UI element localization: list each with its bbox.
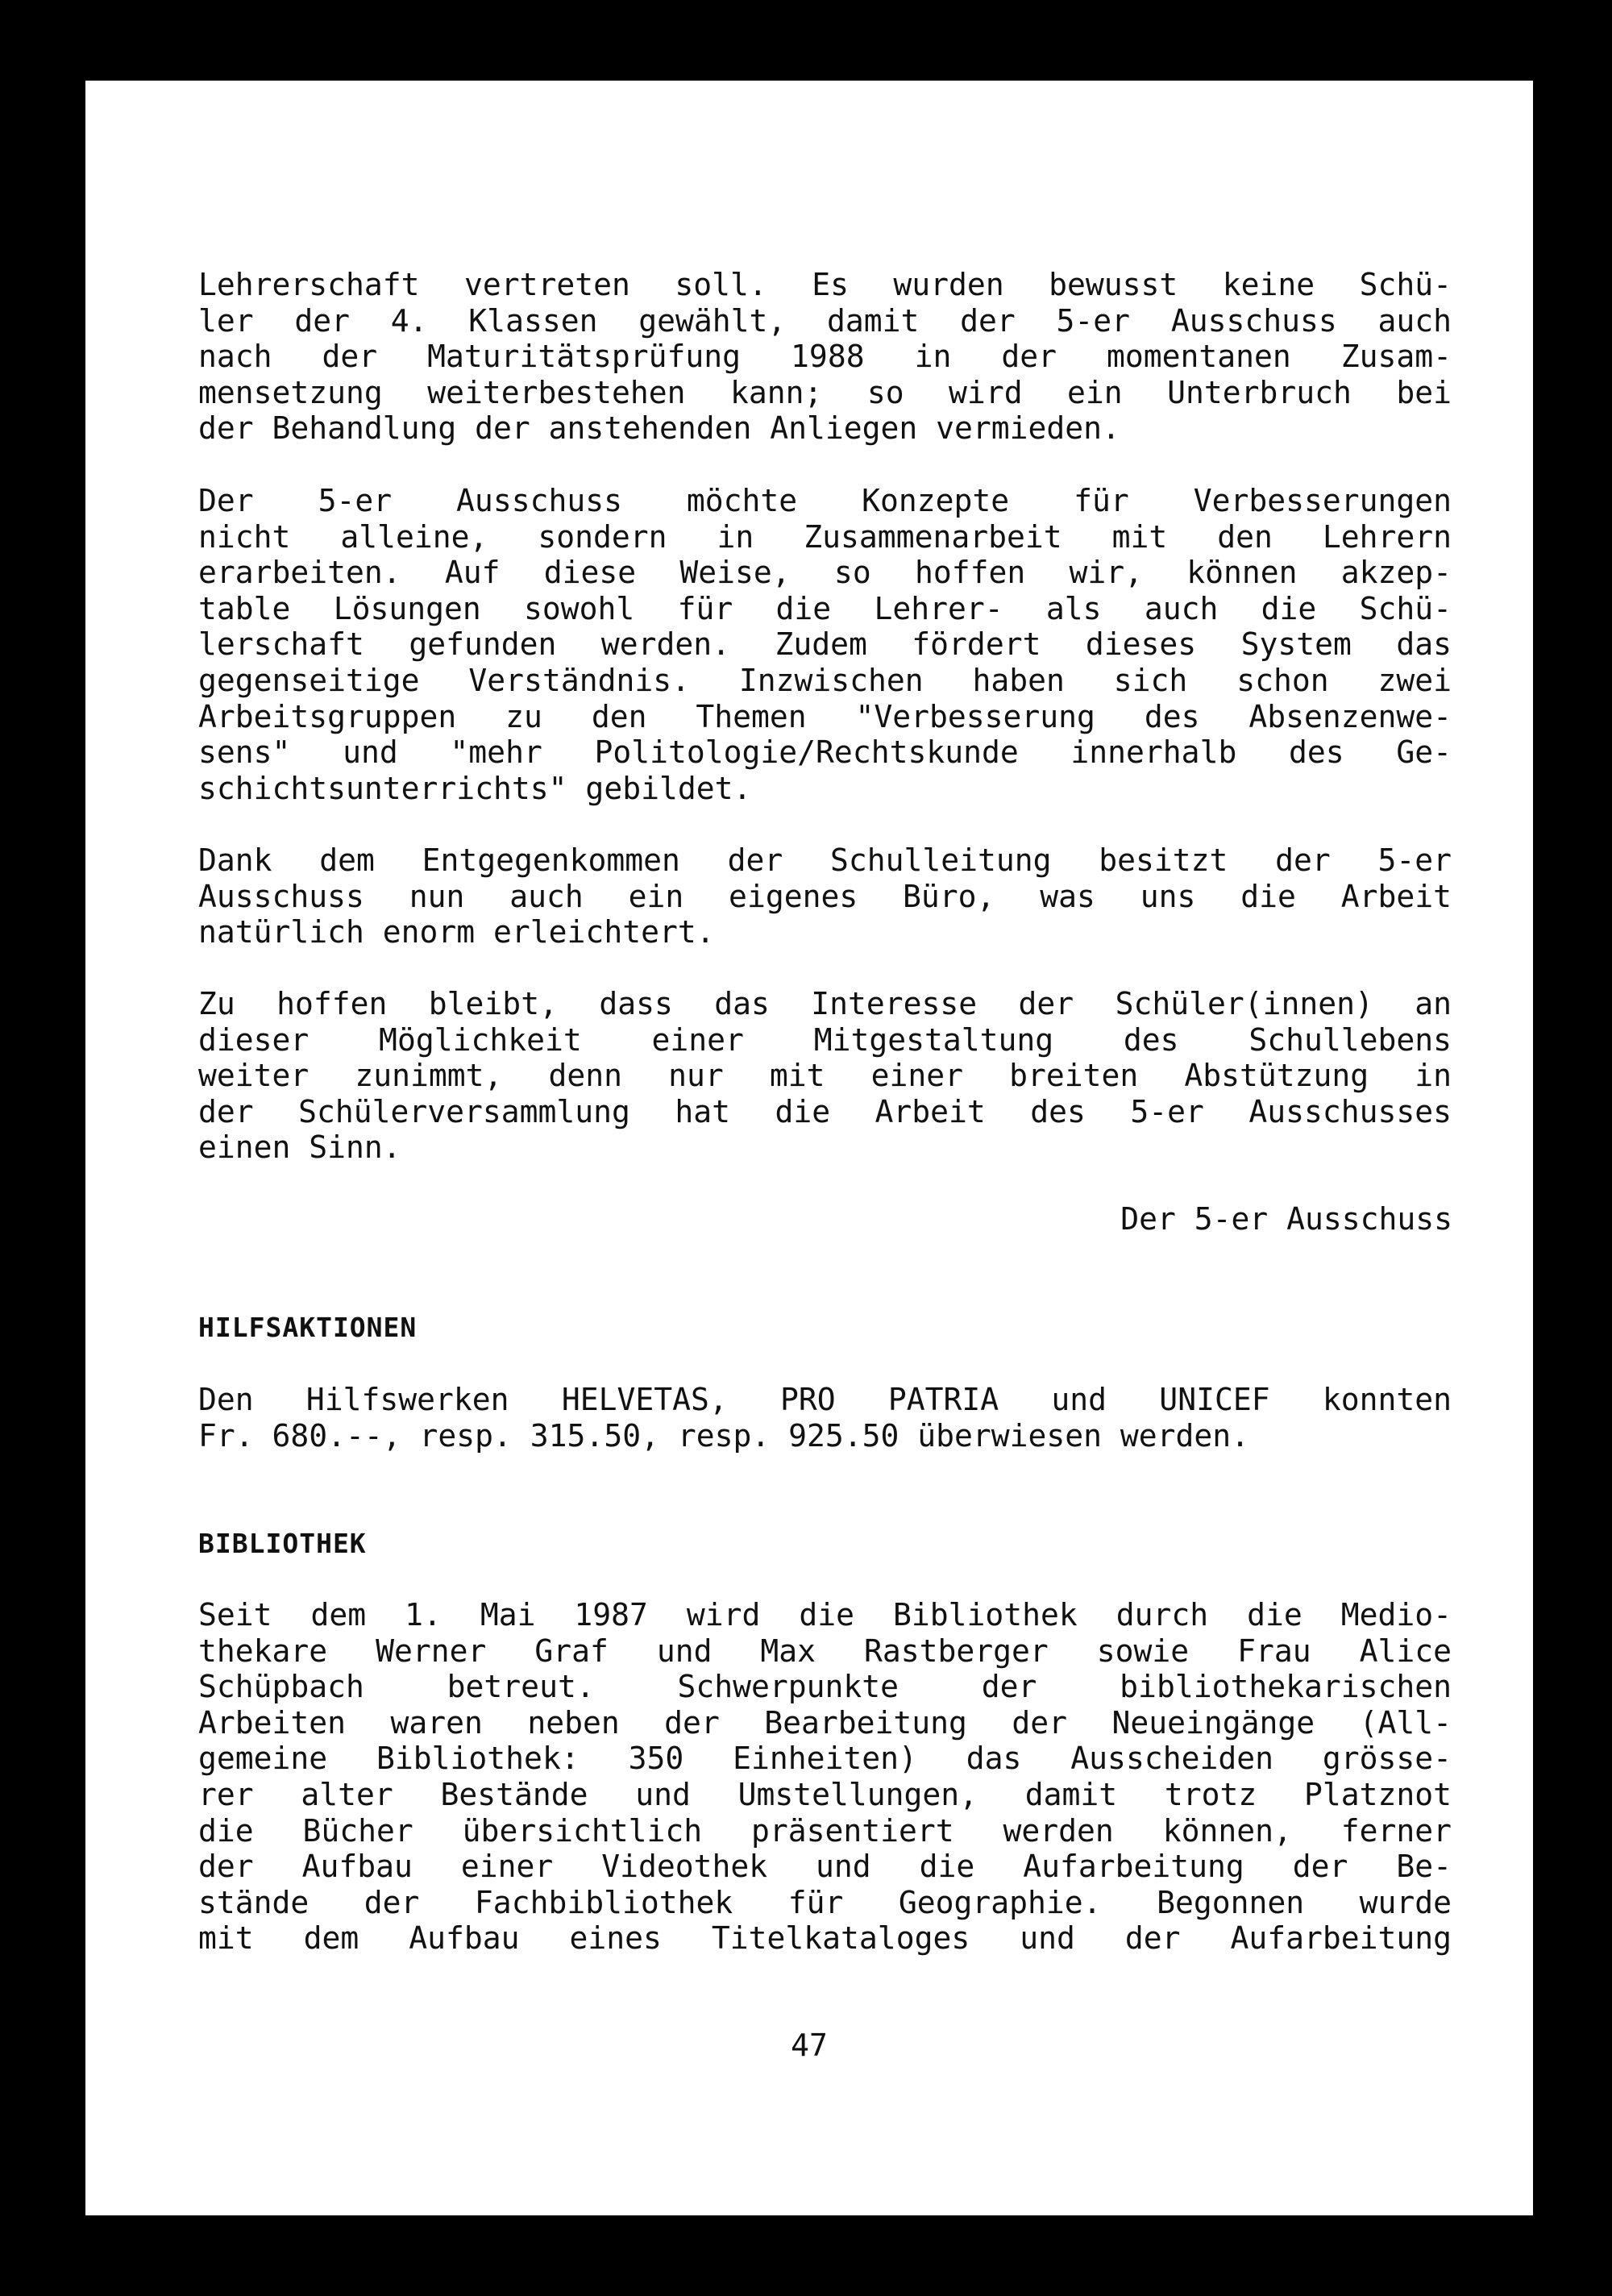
paragraph-bibliothek: [198, 1597, 1452, 1957]
text-line: dieser Möglichkeit einer Mitgestaltung des Schullebens: [198, 1021, 1452, 1058]
text-line: stände der Fachbibliothek für Geographie. Begonnen wurde: [198, 1884, 1452, 1920]
text-line: table Lösungen sowohl für die Lehrer- als auch die Schü-: [198, 590, 1452, 626]
paragraph-konzepte: [198, 483, 1452, 806]
text-line: der Aufbau einer Videothek und die Aufarbeitung der Be-: [198, 1849, 1452, 1885]
paragraph-buero: [198, 842, 1452, 950]
paragraph-lehrerschaft: [198, 267, 1452, 447]
text-line: Arbeitsgruppen zu den Themen "Verbesserung des Absenzenwe-: [198, 698, 1452, 734]
text-line: Arbeiten waren neben der Bearbeitung der Neueingänge (All-: [198, 1704, 1452, 1741]
text-line: nach der Maturitätsprüfung 1988 in der momentanen Zusam-: [198, 339, 1452, 375]
text-line: einen Sinn.: [198, 1129, 401, 1166]
text-line: Ausschuss nun auch ein eigenes Büro, was uns die Arbeit: [198, 878, 1452, 914]
text-line: Seit dem 1. Mai 1987 wird die Bibliothek durch die Medio-: [198, 1597, 1452, 1633]
document-page: [85, 81, 1533, 2215]
text-line: der Schülerversammlung hat die Arbeit des 5-er Ausschusses: [198, 1093, 1452, 1129]
text-line: Den Hilfswerken HELVETAS, PRO PATRIA und UNICEF konnten: [198, 1382, 1452, 1417]
text-line: thekare Werner Graf und Max Rastberger sowie Frau Alice: [198, 1633, 1452, 1669]
text-line: der Behandlung der anstehenden Anliegen vermieden.: [198, 410, 1120, 447]
text-line: nicht alleine, sondern in Zusammenarbeit mit den Lehrern: [198, 518, 1452, 555]
section-heading-hilfsaktionen: HILFSAKTIONEN: [198, 1312, 418, 1343]
page-number: 47: [791, 2028, 828, 2063]
section-heading-bibliothek: BIBLIOTHEK: [198, 1528, 367, 1559]
text-line: mit dem Aufbau eines Titelkataloges und der Aufarbeitung: [198, 1920, 1452, 1957]
text-line: erarbeiten. Auf diese Weise, so hoffen wir, können akzep-: [198, 555, 1452, 591]
text-line: Dank dem Entgegenkommen der Schulleitung besitzt der 5-er: [198, 842, 1452, 878]
text-line: gemeine Bibliothek: 350 Einheiten) das Ausscheiden grösse-: [198, 1741, 1452, 1777]
paragraph-hilfswerke: [198, 1382, 1452, 1454]
text-line: natürlich enorm erleichtert.: [198, 914, 715, 950]
text-line: die Bücher übersichtlich präsentiert werden können, ferner: [198, 1812, 1452, 1849]
text-line: Zu hoffen bleibt, dass das Interesse der Schüler(innen) an: [198, 986, 1452, 1021]
text-line: weiter zunimmt, denn nur mit einer breiten Abstützung in: [198, 1058, 1452, 1094]
text-line: Schüpbach betreut. Schwerpunkte der bibliothekarischen: [198, 1669, 1452, 1705]
signature: Der 5-er Ausschuss: [1120, 1201, 1452, 1237]
text-line: sens" und "mehr Politologie/Rechtskunde innerhalb des Ge-: [198, 734, 1452, 771]
text-line: Fr. 680.--, resp. 315.50, resp. 925.50 überwiesen werden.: [198, 1417, 1250, 1454]
text-line: schichtsunterrichts" gebildet.: [198, 770, 752, 806]
text-line: lerschaft gefunden werden. Zudem fördert dieses System das: [198, 626, 1452, 663]
text-line: mensetzung weiterbestehen kann; so wird ein Unterbruch bei: [198, 374, 1452, 410]
text-line: gegenseitige Verständnis. Inzwischen haben sich schon zwei: [198, 662, 1452, 698]
paragraph-interesse: [198, 986, 1452, 1166]
text-line: Der 5-er Ausschuss möchte Konzepte für Verbesserungen: [198, 483, 1452, 518]
text-line: Lehrerschaft vertreten soll. Es wurden bewusst keine Schü-: [198, 267, 1452, 302]
text-line: ler der 4. Klassen gewählt, damit der 5-er Ausschuss auch: [198, 302, 1452, 339]
text-line: rer alter Bestände und Umstellungen, damit trotz Platznot: [198, 1776, 1452, 1812]
